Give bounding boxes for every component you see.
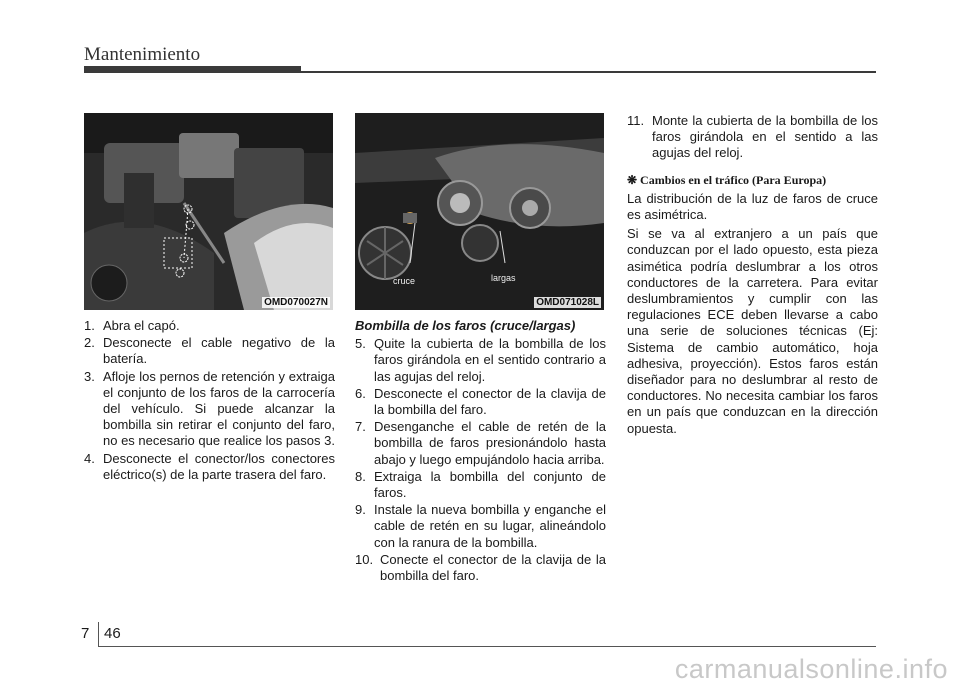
column-1	[84, 318, 335, 484]
europe-traffic-heading: ❋ Cambios en el tráfico (Para Europa)	[627, 172, 827, 187]
page-number: 46	[104, 625, 121, 642]
label-low-beam: cruce	[393, 276, 416, 286]
step-item: 2. Desconecte el cable negativo de la batería.	[84, 335, 335, 367]
step-item: 7. Desenganche el cable de retén de la bombilla de faros presionándolo hasta abajo y luego empujándolo hacia arriba.	[355, 419, 606, 467]
step-item: 1. Abra el capó.	[84, 318, 180, 333]
label-high-beam: largas	[491, 273, 516, 283]
figure-headlamp	[355, 113, 604, 310]
step-item: 10. Conecte el conector de la clavija de la bombilla del faro.	[355, 551, 606, 584]
step-item: 8. Extraiga la bombilla del conjunto de faros.	[355, 468, 606, 501]
header-rule	[84, 71, 876, 73]
step-item: 4. Desconecte el conector/los conectores eléctrico(s) de la parte trasera del faro.	[84, 450, 335, 482]
steps-list	[627, 113, 878, 162]
section-heading: Bombilla de los faros (cruce/largas)	[355, 318, 576, 333]
figure-engine-bay	[84, 113, 333, 310]
step-item: 5. Quite la cubierta de la bombilla de los faros girándola en el sentido contrario a las agujas del reloj.	[355, 336, 606, 384]
step-item: 9. Instale la nueva bombilla y enganche el cable de retén en su lugar, alineándolo con la ranura de la bombilla.	[355, 502, 606, 550]
step-item: 6. Desconecte el conector de la clavija de la bombilla del faro.	[355, 385, 606, 418]
engine-bay-illustration	[84, 113, 333, 310]
paragraph: Si se va al extranjero a un país que conduzcan por el lado opuesto, esta pieza asimética podría deslumbrar a los otros conductores de la carretera. Para evitar deslumbramientos y cumplir con las regulaciones ECE deben llevarse a cabo una serie de soluciones técnicas (Ej: Sistema de cambio automático, hoja adhesiva, proyección). Estos faros están diseñador para no deslumbrar al resto de conductores. No necesita cambiar los faros en un país que conduzcan en la dirección opuesta.	[627, 226, 878, 436]
column-2	[355, 318, 606, 585]
step-item: 3. Afloje los pernos de retención y extraiga el conjunto de los faros de la carrocería del vehículo. Si puede alcanzar la bombilla sin retirar el conjunto del faro, no es necesario que realice los pasos 3.	[84, 368, 335, 449]
chapter-number: 7	[81, 625, 90, 642]
figure-code: OMD071028L	[536, 297, 599, 308]
footer-separator	[98, 622, 99, 646]
page-header-title: Mantenimiento	[84, 44, 201, 65]
paragraph: La distribución de la luz de faros de cruce es asimétrica.	[627, 190, 878, 223]
steps-list	[84, 318, 335, 483]
watermark: carmanualsonline.info	[674, 654, 948, 684]
footer-rule	[98, 646, 876, 647]
step-item: 11. Monte la cubierta de la bombilla de los faros girándola en el sentido a las agujas del reloj.	[627, 113, 878, 161]
steps-list	[355, 336, 606, 584]
figure-code: OMD070027N	[264, 297, 328, 308]
column-3	[627, 113, 878, 440]
